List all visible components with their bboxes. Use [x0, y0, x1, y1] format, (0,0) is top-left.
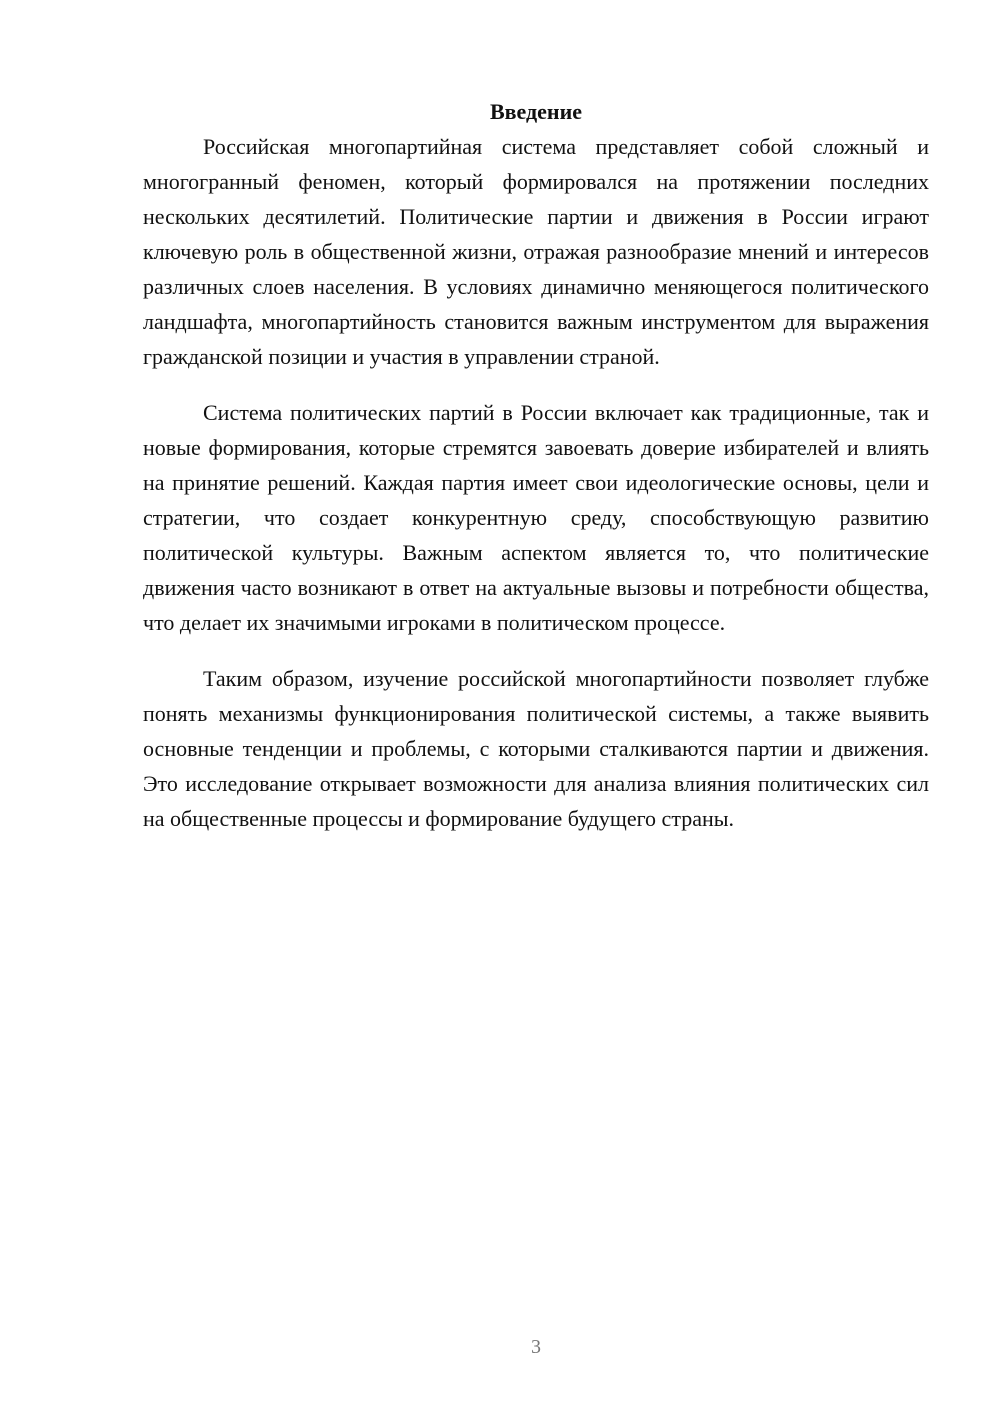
paragraph-1: Российская многопартийная система представляет собой сложный и многогранный феномен, который формировался на протяжении последних нескольких десятилетий. Политические партии и движения в России играют ключевую роль в общественной жизни, отражая разнообразие мнений и интересов различных слоев населения. В условиях динамично меняющегося политического ландшафта, многопартийность становится важным инструментом для выражения гражданской позиции и участия в управлении страной.: [143, 134, 929, 369]
document-body: [143, 94, 929, 857]
paragraph-3: Таким образом, изучение российской многопартийности позволяет глубже понять механизмы функционирования политической системы, а также выявить основные тенденции и проблемы, с которыми сталкиваются партии и движения. Это исследование открывает возможности для анализа влияния политических сил на общественные процессы и формирование будущего страны.: [143, 666, 929, 831]
page-number: 3: [531, 1336, 541, 1358]
page-title: Введение: [489, 99, 583, 124]
paragraph-2: Система политических партий в России включает как традиционные, так и новые формирования, которые стремятся завоевать доверие избирателей и влиять на принятие решений. Каждая партия имеет свои идеологические основы, цели и стратегии, что создает конкурентную среду, способствующую развитию политической культуры. Важным аспектом является то, что политические движения часто возникают в ответ на актуальные вызовы и потребности общества, что делает их значимыми игроками в политическом процессе.: [143, 400, 929, 635]
